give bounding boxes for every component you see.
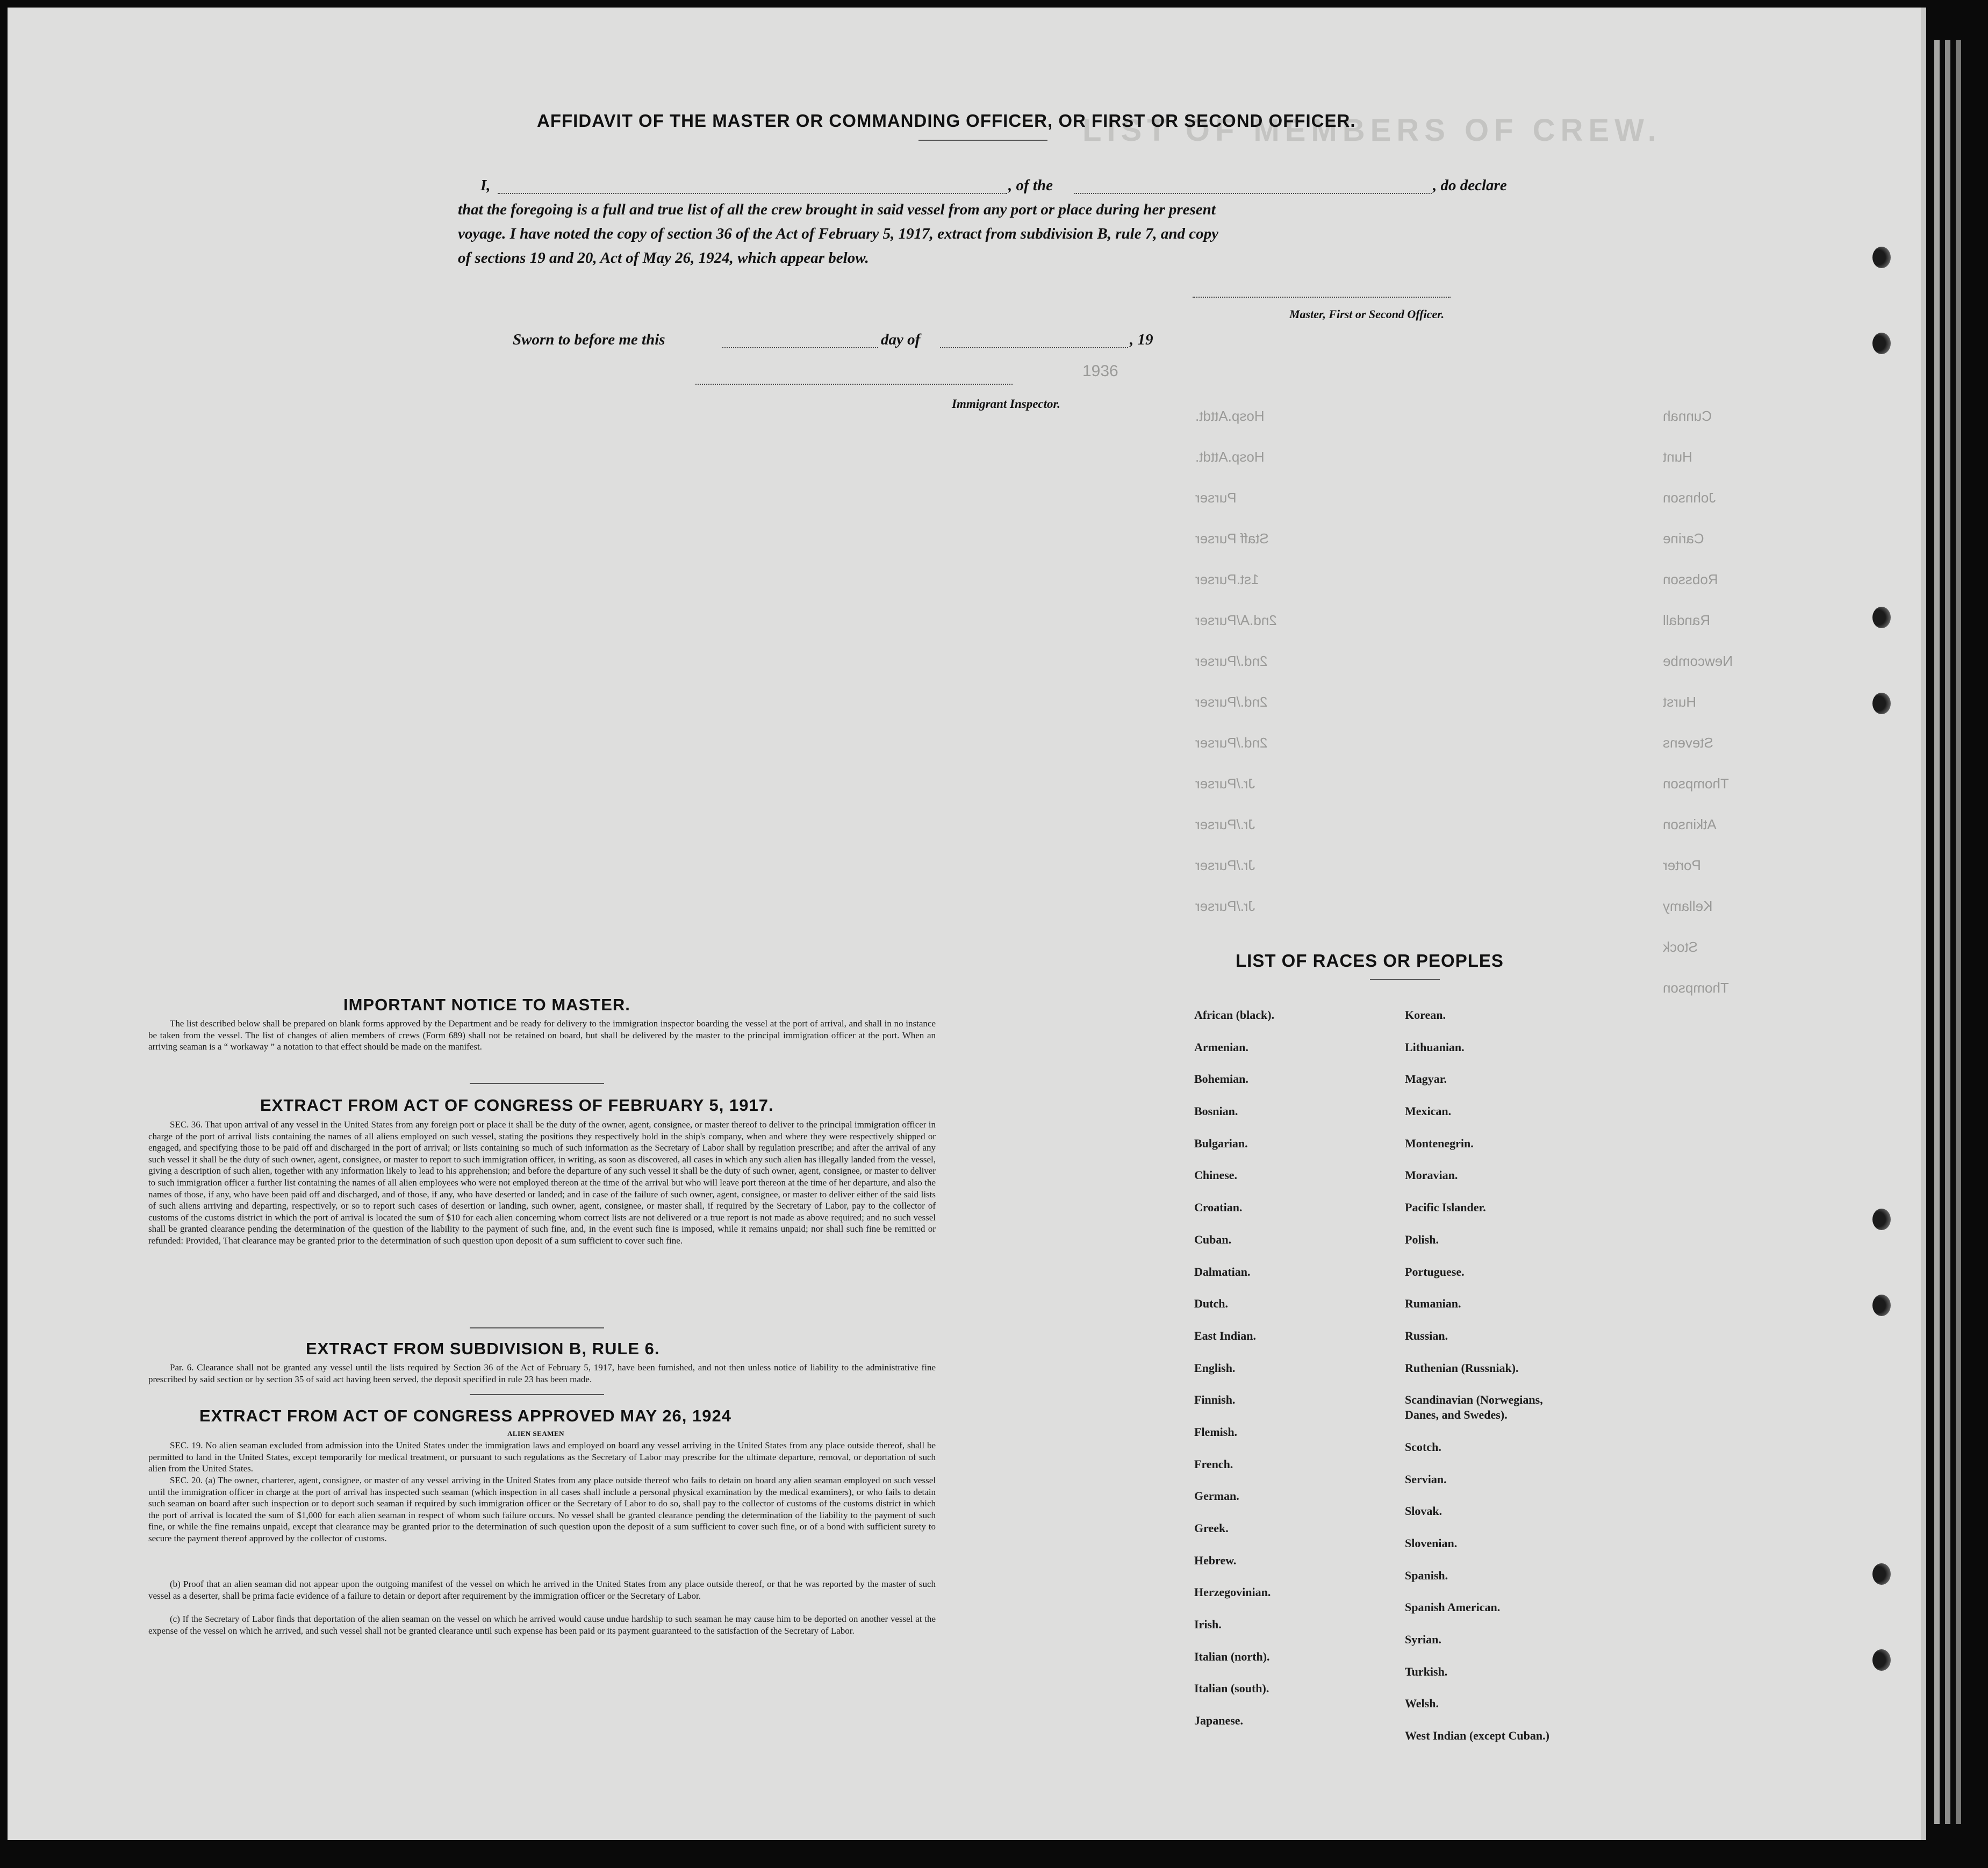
binder-hole xyxy=(1872,333,1891,354)
bleed-through-year: 1936 xyxy=(1082,362,1118,380)
affidavit-of-the-label: , of the xyxy=(1008,177,1053,194)
race-entry: Slovenian. xyxy=(1405,1536,1458,1550)
title-underline xyxy=(918,140,1047,141)
bleed-through-rating: Hosp.Attdt. xyxy=(1195,408,1265,424)
bleed-through-rating: Jr./Purser xyxy=(1195,816,1255,832)
race-entry: Servian. xyxy=(1405,1472,1447,1486)
bleed-through-rating: 2nd.A/Purser xyxy=(1195,612,1277,628)
race-entry: Bulgarian. xyxy=(1194,1136,1248,1150)
race-entry: Flemish. xyxy=(1194,1425,1238,1439)
sworn-day-fill-line xyxy=(722,347,878,348)
bleed-through-surname: Porter xyxy=(1663,857,1701,873)
extract-1924-sec19: SEC. 19. No alien seaman excluded from admission into the United States under the immigration laws and employed on board any vessel arriving in the United States from any place outside thereof, shall be permitted to land in the United States, except temporarily for medical treatment, or pursuant to such regulations as the Secretary of Labor may prescribe for the ultimate departure, removal, or deportation of such alien from the United States. xyxy=(148,1440,936,1474)
name-fill-line xyxy=(498,193,1007,194)
binder-hole xyxy=(1872,247,1891,268)
affidavit-i-label: I, xyxy=(480,177,491,194)
extract-1924-title: EXTRACT FROM ACT OF CONGRESS APPROVED MAY 26, 1924 xyxy=(199,1406,731,1425)
bleed-through-surname: Newcombe xyxy=(1663,653,1733,669)
race-entry: West Indian (except Cuban.) xyxy=(1405,1729,1549,1743)
race-entry: Chinese. xyxy=(1194,1168,1238,1182)
affidavit-body-line-3: of sections 19 and 20, Act of May 26, 1924, which appear below. xyxy=(458,249,869,267)
bleed-through-rating: Jr./Purser xyxy=(1195,857,1255,873)
race-entry: Moravian. xyxy=(1405,1168,1458,1182)
race-entry: Italian (south). xyxy=(1194,1682,1269,1695)
section-divider xyxy=(470,1327,604,1328)
race-entry: Spanish. xyxy=(1405,1568,1448,1582)
affidavit-declare-label: , do declare xyxy=(1433,177,1507,194)
sworn-day-of: day of xyxy=(881,331,921,348)
vessel-fill-line xyxy=(1074,193,1432,194)
extract-1924-subtitle: ALIEN SEAMEN xyxy=(507,1429,565,1438)
bleed-through-rating: Jr./Purser xyxy=(1195,898,1255,914)
bleed-through-rating: Jr./Purser xyxy=(1195,775,1255,792)
race-entry: Ruthenian (Russniak). xyxy=(1405,1361,1519,1375)
race-entry: Magyar. xyxy=(1405,1072,1447,1086)
race-entry: Montenegrin. xyxy=(1405,1136,1474,1150)
race-entry: Turkish. xyxy=(1405,1664,1448,1678)
inspector-signature-line xyxy=(695,384,1013,385)
page-edge-stack xyxy=(1934,40,1940,1824)
notice-body: The list described below shall be prepared on blank forms approved by the Department and be ready for delivery to the immigration inspector boarding the vessel at the port of arrival, and shall in no instance be taken from the vessel. The list of changes of alien members of crews (Form 689) shall not be retained on board, but shall be delivered by the master to the principal immigration officer at the port. When an arriving seaman is a “ workaway ” a notation to that effect should be made on the manifest. xyxy=(148,1018,936,1052)
bleed-through-surname: Hunt xyxy=(1663,449,1692,465)
extract-1924-sec20c: (c) If the Secretary of Labor finds that deportation of the alien seaman on the vessel on which he arrived would cause undue hardship to such seaman he may cause him to be deported on another vessel at the expense of the vessel on which he arrived, and such vessel shall not be granted clearance until such expense has been paid or its payment guaranteed to the satisfaction of the Secretary of Labor. xyxy=(148,1614,936,1636)
bleed-through-surname: Atkinson xyxy=(1663,816,1717,832)
binder-hole xyxy=(1872,1209,1891,1230)
bleed-through-rating: 2nd./Purser xyxy=(1195,735,1268,751)
race-entry: German. xyxy=(1194,1489,1239,1503)
race-entry: Herzegovinian. xyxy=(1194,1585,1271,1599)
bleed-through-surname: Cunnah xyxy=(1663,408,1712,424)
bleed-through-surname: Randall xyxy=(1663,612,1711,628)
race-entry: Hebrew. xyxy=(1194,1553,1237,1567)
bleed-through-rating: 2nd./Purser xyxy=(1195,653,1268,669)
affidavit-title: AFFIDAVIT OF THE MASTER OR COMMANDING OFFICER, OR FIRST OR SECOND OFFICER. xyxy=(537,111,1356,131)
race-entry: Syrian. xyxy=(1405,1633,1441,1647)
races-list-right xyxy=(1405,1008,1549,1761)
affidavit-body-line-1: that the foregoing is a full and true list of all the crew brought in said vessel from any port or place during her present xyxy=(458,201,1216,218)
race-entry: English. xyxy=(1194,1361,1236,1375)
bleed-through-surname: Stevens xyxy=(1663,735,1713,751)
bleed-through-surname: Kellamy xyxy=(1663,898,1713,914)
sworn-prefix: Sworn to before me this xyxy=(513,331,665,348)
sworn-month-fill-line xyxy=(940,347,1128,348)
master-signature-label: Master, First or Second Officer. xyxy=(1289,307,1445,321)
bleed-through-rating: Staff Purser xyxy=(1195,530,1269,547)
race-entry: Russian. xyxy=(1405,1328,1448,1342)
race-entry: Scandinavian (Norwegians, xyxy=(1405,1393,1543,1407)
binder-hole xyxy=(1872,1563,1891,1585)
bleed-through-rating: Purser xyxy=(1195,490,1237,506)
notice-title: IMPORTANT NOTICE TO MASTER. xyxy=(343,995,630,1014)
affidavit-body-line-2: voyage. I have noted the copy of section 36 of the Act of February 5, 1917, extract from subdivision B, rule 7, and copy xyxy=(458,225,1218,242)
race-entry: Danes, and Swedes). xyxy=(1405,1408,1508,1422)
bleed-through-surname: Robsson xyxy=(1663,571,1718,587)
race-entry: Italian (north). xyxy=(1194,1649,1270,1663)
race-entry: Lithuanian. xyxy=(1405,1040,1465,1054)
extract-1917-body: SEC. 36. That upon arrival of any vessel in the United States from any foreign port or place it shall be the duty of the owner, agent, consignee, or master thereof to deliver to the principal immigration officer in charge of the port of arrival lists containing the names of all aliens employed on such vessel, stating the positions they respectively hold in the ship's company, when and where they were respectively shipped or engaged, and specifying those to be paid off and discharged in the port of arrival; or lists containing so much of such information as the Secretary of Labor shall by regulation prescribe; and after the arrival of any such vessel it shall be the duty of such owner, agent, consignee, or master to report to such immigration officer, in writing, as soon as discovered, all cases in which any such alien has illegally landed from the vessel, giving a description of such alien, together with any information likely to lead to his apprehension; and before the departure of any such vessel it shall be the duty of such owner, agent, consignee, or master to deliver to such immigration officer a further list containing the names of all alien employees who were not employed thereon at the time of the arrival but who will leave port thereon at the time of her departure, and also the names of those, if any, who have been paid off and discharged, and of those, if any, who have deserted or landed; and in case of the failure of such owner, agent, consignee, or master to deliver either of the said lists of such aliens arriving and departing, respectively, or so to report such cases of desertion or landing, such owner, agent, consignee, or master shall, if required by the Secretary of Labor, pay to the collector of customs of the customs district in which the port of arrival is located the sum of $10 for each alien concerning whom correct lists are not delivered or a true report is not made as above required; and no such vessel shall be granted clearance pending the determination of the question of the liability to the payment of such fine, and, in the event such fine is imposed, while it remains unpaid; nor shall such fine be remitted or refunded: Provided, That clearance may be granted prior to the determination of such question upon deposit of a sum sufficient to cover such fine. xyxy=(148,1119,936,1246)
race-entry: French. xyxy=(1194,1457,1233,1471)
bleed-through-surname: Carine xyxy=(1663,530,1704,547)
bleed-through-surname: Hurst xyxy=(1663,694,1697,710)
bleed-through-header: LIST OF MEMBERS OF CREW. xyxy=(1082,113,1662,148)
bleed-through-rating: 2nd./Purser xyxy=(1195,694,1268,710)
race-entry: Cuban. xyxy=(1194,1232,1232,1246)
section-divider xyxy=(470,1394,604,1395)
race-entry: Spanish American. xyxy=(1405,1600,1501,1614)
master-signature-line xyxy=(1193,297,1451,298)
race-entry: Dalmatian. xyxy=(1194,1265,1251,1278)
sworn-year: , 19 xyxy=(1130,331,1153,348)
race-entry: Mexican. xyxy=(1405,1104,1452,1118)
binder-hole xyxy=(1872,607,1891,628)
races-list-left xyxy=(1194,1008,1274,1746)
extract-1924-sec20b: (b) Proof that an alien seaman did not appear upon the outgoing manifest of the vessel on which he arrived in the United States from any place outside thereof, or that he was reported by the master of such vessel as a deserter, shall be prima facie evidence of a failure to detain or deport after requirement by the immigration officer or the Secretary of Labor. xyxy=(148,1579,936,1601)
extract-1924-sec20a: SEC. 20. (a) The owner, charterer, agent, consignee, or master of any vessel arriving in the United States from any place outside thereof who fails to detain on board any alien seaman employed on such vessel until the immigration officer in charge at the port of arrival has inspected such seaman (which inspection in all cases shall include a personal physical examination by the medical examiners), or who fails to detain such seaman on board after such inspection or to deport such seaman if required by such immigration officer or the Secretary of Labor to do so, shall pay to the collector of customs of the customs district in which the port of arrival is located the sum of $1,000 for each alien seaman in respect of whom such failure occurs. No vessel shall be granted clearance pending the determination of the liability to the payment of such fine, or while the fine remains unpaid, except that clearance may be granted prior to the determination of such question upon the deposit of a sum sufficient to cover such fine, or of a bond with sufficient surety to secure the payment thereof approved by the collector of customs. xyxy=(148,1475,936,1543)
inspector-signature-label: Immigrant Inspector. xyxy=(952,397,1060,411)
race-entry: Croatian. xyxy=(1194,1201,1243,1215)
bleed-through-rating: Hosp.Attdt. xyxy=(1195,449,1265,465)
race-entry: East Indian. xyxy=(1194,1328,1256,1342)
section-divider xyxy=(470,1083,604,1084)
binder-hole xyxy=(1872,1295,1891,1316)
race-entry: Scotch. xyxy=(1405,1440,1441,1454)
bleed-through-surname: Johnson xyxy=(1663,490,1716,506)
race-entry: Greek. xyxy=(1194,1521,1229,1535)
race-entry: Armenian. xyxy=(1194,1040,1248,1054)
manifest-page xyxy=(8,8,1926,1840)
races-title-underline xyxy=(1370,979,1440,980)
race-entry: Bosnian. xyxy=(1194,1104,1238,1118)
extract-1917-title: EXTRACT FROM ACT OF CONGRESS OF FEBRUARY 5, 1917. xyxy=(260,1096,774,1115)
page-edge-stack xyxy=(1945,40,1950,1824)
bleed-through-surname: Thompson xyxy=(1663,980,1729,996)
race-entry: Japanese. xyxy=(1194,1714,1244,1728)
race-entry: Portuguese. xyxy=(1405,1265,1465,1278)
race-entry: Polish. xyxy=(1405,1232,1439,1246)
race-entry: Welsh. xyxy=(1405,1697,1439,1711)
binder-hole xyxy=(1872,693,1891,714)
race-entry: Irish. xyxy=(1194,1618,1222,1632)
races-title: LIST OF RACES OR PEOPLES xyxy=(1236,951,1504,971)
race-entry: Korean. xyxy=(1405,1008,1446,1022)
bleed-through-rating: 1st.Purser xyxy=(1195,571,1259,587)
binder-hole xyxy=(1872,1649,1891,1671)
race-entry: Bohemian. xyxy=(1194,1072,1248,1086)
bleed-through-surname: Stock xyxy=(1663,939,1698,955)
race-entry: Slovak. xyxy=(1405,1504,1442,1518)
bleed-through-surname: Thompson xyxy=(1663,775,1729,792)
race-entry: African (black). xyxy=(1194,1008,1275,1022)
page-edge-stack xyxy=(1956,40,1961,1824)
race-entry: Finnish. xyxy=(1194,1393,1236,1407)
extract-rule6-body: Par. 6. Clearance shall not be granted any vessel until the lists required by Section 36 of the Act of February 5, 1917, have been furnished, and not then unless notice of liability to the administrative fine prescribed by said section or by section 35 of said act having been served, the deposit specified in rule 23 has been made. xyxy=(148,1362,936,1384)
race-entry: Dutch. xyxy=(1194,1297,1228,1311)
race-entry: Pacific Islander. xyxy=(1405,1201,1486,1215)
extract-rule6-title: EXTRACT FROM SUBDIVISION B, RULE 6. xyxy=(306,1339,660,1358)
race-entry: Rumanian. xyxy=(1405,1297,1461,1311)
